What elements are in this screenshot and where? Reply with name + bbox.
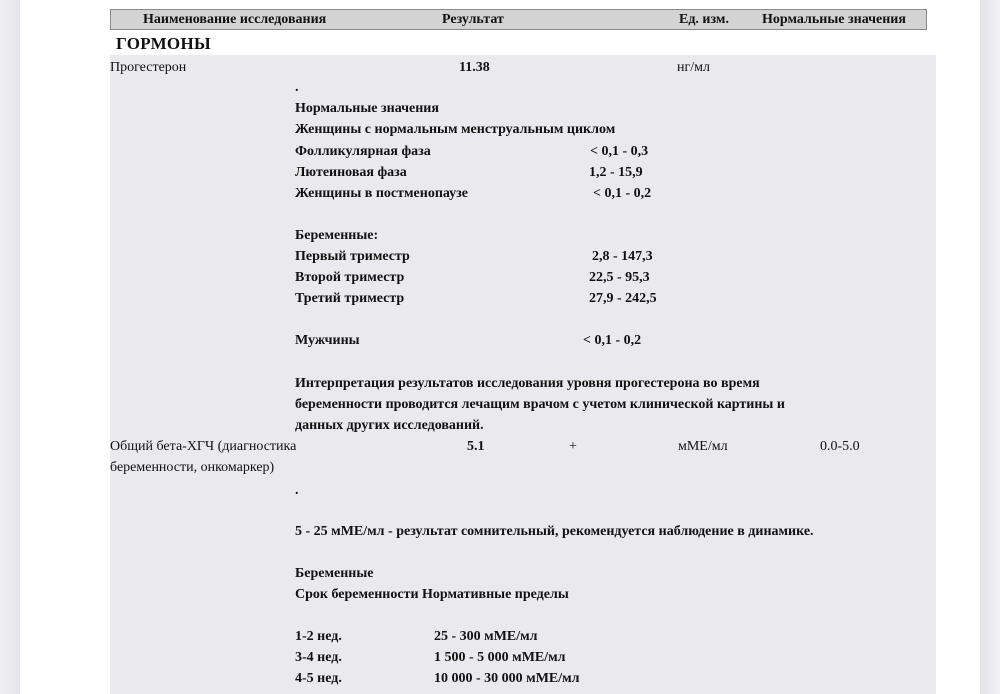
men-value: < 0,1 - 0,2 bbox=[583, 333, 642, 348]
test-name: Прогестерон bbox=[110, 60, 187, 75]
doubtful-note: 5 - 25 мМЕ/мл - результат сомнительный, рекомендуется наблюдение в динамике. bbox=[295, 524, 814, 539]
term-range: 1 500 - 5 000 мМЕ/мл bbox=[434, 650, 566, 665]
range-label: Лютеиновая фаза bbox=[295, 165, 407, 180]
pregnant-title: Беременные bbox=[295, 566, 374, 581]
right-gutter bbox=[980, 0, 1000, 694]
comment-dot: . bbox=[295, 80, 299, 95]
test-name: беременности, онкомаркер) bbox=[110, 460, 275, 475]
section-title: ГОРМОНЫ bbox=[116, 34, 211, 53]
test-normal: 0.0-5.0 bbox=[820, 439, 860, 454]
range-label: Фолликулярная фаза bbox=[295, 144, 431, 159]
header-normal: Нормальные значения bbox=[762, 12, 906, 27]
term-label: 1-2 нед. bbox=[295, 629, 342, 644]
header-result: Результат bbox=[442, 12, 504, 27]
test-name: Общий бета-ХГЧ (диагностика bbox=[110, 439, 297, 454]
range-value: < 0,1 - 0,2 bbox=[593, 186, 652, 201]
term-label: 4-5 нед. bbox=[295, 671, 342, 686]
test-result: 5.1 bbox=[467, 439, 485, 454]
pregnant-title: Беременные: bbox=[295, 228, 379, 243]
normal-values-subtitle: Женщины с нормальным менструальным циклом bbox=[295, 122, 616, 137]
term-range: 25 - 300 мМЕ/мл bbox=[434, 629, 538, 644]
range-value: 2,8 - 147,3 bbox=[592, 249, 653, 264]
range-value: < 0,1 - 0,3 bbox=[590, 144, 649, 159]
normal-values-title: Нормальные значения bbox=[295, 101, 439, 116]
interpretation-line: данных других исследований. bbox=[295, 418, 484, 433]
comment-dot: . bbox=[295, 483, 299, 498]
range-label: Третий триместр bbox=[295, 291, 405, 306]
term-label: 3-4 нед. bbox=[295, 650, 342, 665]
test-flag: + bbox=[569, 439, 577, 454]
range-label: Женщины в постменопаузе bbox=[295, 186, 469, 201]
term-range: 10 000 - 30 000 мМЕ/мл bbox=[434, 671, 580, 686]
interpretation-line: Интерпретация результатов исследования уровня прогестерона во время bbox=[295, 376, 760, 391]
range-label: Первый триместр bbox=[295, 249, 410, 264]
header-unit: Ед. изм. bbox=[679, 12, 729, 27]
men-label: Мужчины bbox=[295, 333, 360, 348]
test-unit: мМЕ/мл bbox=[678, 439, 728, 454]
range-label: Второй триместр bbox=[295, 270, 405, 285]
header-name: Наименование исследования bbox=[143, 12, 327, 27]
range-value: 1,2 - 15,9 bbox=[589, 165, 643, 180]
table-header bbox=[110, 9, 927, 30]
range-value: 22,5 - 95,3 bbox=[589, 270, 650, 285]
test-result: 11.38 bbox=[459, 60, 490, 75]
interpretation-line: беременности проводится лечащим врачом с учетом клинической картины и bbox=[295, 397, 785, 412]
range-value: 27,9 - 242,5 bbox=[589, 291, 657, 306]
test-unit: нг/мл bbox=[677, 60, 710, 75]
left-gutter bbox=[0, 0, 20, 694]
term-table-header: Срок беременности Нормативные пределы bbox=[295, 587, 569, 602]
